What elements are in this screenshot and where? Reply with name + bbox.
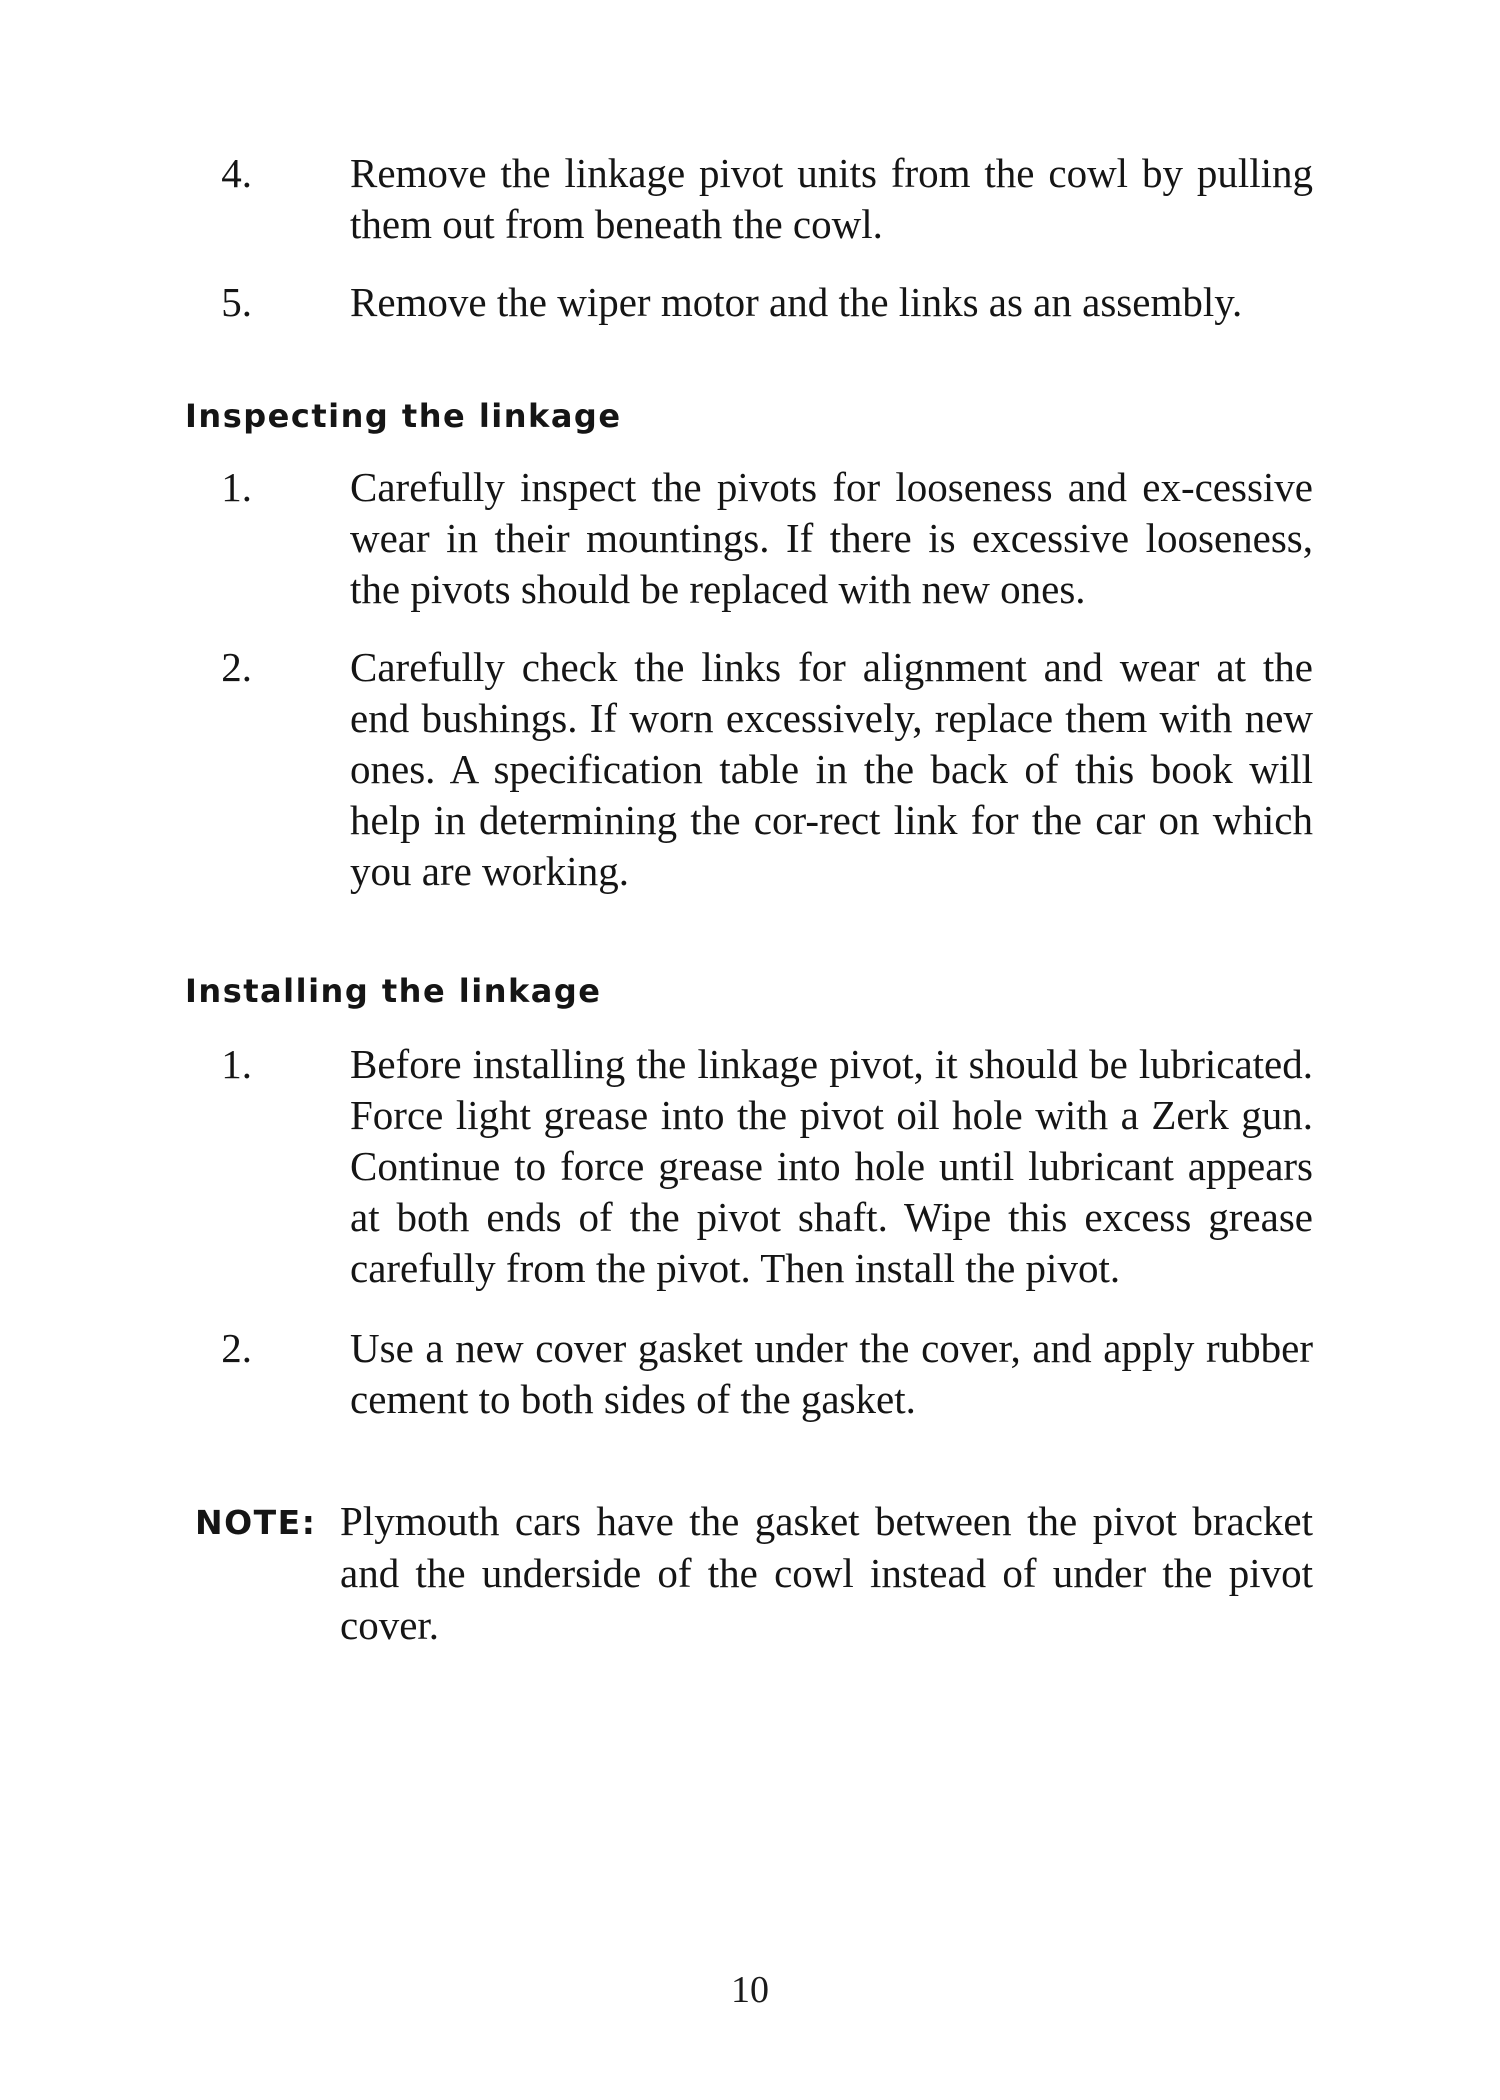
installing-step-2: 2. Use a new cover gasket under the cover, and apply rubber cement to both sides of the gasket. [185, 1323, 1307, 1425]
note-label: NOTE: [195, 1503, 317, 1542]
step-5: 5. Remove the wiper motor and the links as an assembly. [185, 277, 1307, 328]
note-text: Plymouth cars have the gasket between the pivot bracket and the underside of the cowl instead of under the pivot cover. [340, 1498, 1313, 1648]
note-block [185, 1495, 1313, 1651]
step-text: Carefully inspect the pivots for looseness and ex-cessive wear in their mountings. If there is excessive looseness, the pivots should be replaced with new ones. [350, 464, 1313, 612]
step-text: Remove the linkage pivot units from the cowl by pulling them out from beneath the cowl. [350, 150, 1313, 247]
section-heading-inspecting: Inspecting the linkage [185, 397, 622, 435]
step-text: Carefully check the links for alignment and wear at the end bushings. If worn excessively, replace them with new ones. A specification table in the back of this book will help in determining the cor-rect link for the car on which you are working. [350, 644, 1313, 894]
page-content [185, 148, 1313, 1651]
page-number: 10 [731, 1969, 769, 2011]
section-heading-installing: Installing the linkage [185, 972, 602, 1010]
step-text: Before installing the linkage pivot, it should be lubricated. Force light grease into the pivot oil hole with a Zerk gun. Continue to force grease into hole until lubricant appears at both ends of the pivot shaft. Wipe this excess grease carefully from the pivot. Then install the pivot. [350, 1041, 1313, 1291]
step-4: 4. Remove the linkage pivot units from the cowl by pulling them out from beneath the cowl. [185, 148, 1307, 250]
step-text: Remove the wiper motor and the links as an assembly. [350, 279, 1243, 325]
inspecting-step-1: 1. Carefully inspect the pivots for looseness and ex-cessive wear in their mountings. If there is excessive looseness, the pivots should be replaced with new ones. [185, 462, 1307, 615]
step-text: Use a new cover gasket under the cover, and apply rubber cement to both sides of the gasket. [350, 1325, 1313, 1422]
installing-step-1: 1. Before installing the linkage pivot, it should be lubricated. Force light grease into the pivot oil hole with a Zerk gun. Continue to force grease into hole until lubricant appears at both ends of the pivot shaft. Wipe this excess grease carefully from the pivot. Then install the pivot. [185, 1039, 1307, 1294]
inspecting-step-2: 2. Carefully check the links for alignment and wear at the end bushings. If worn excessively, replace them with new ones. A specification table in the back of this book will help in determining the cor-rect link for the car on which you are working. [185, 642, 1307, 897]
